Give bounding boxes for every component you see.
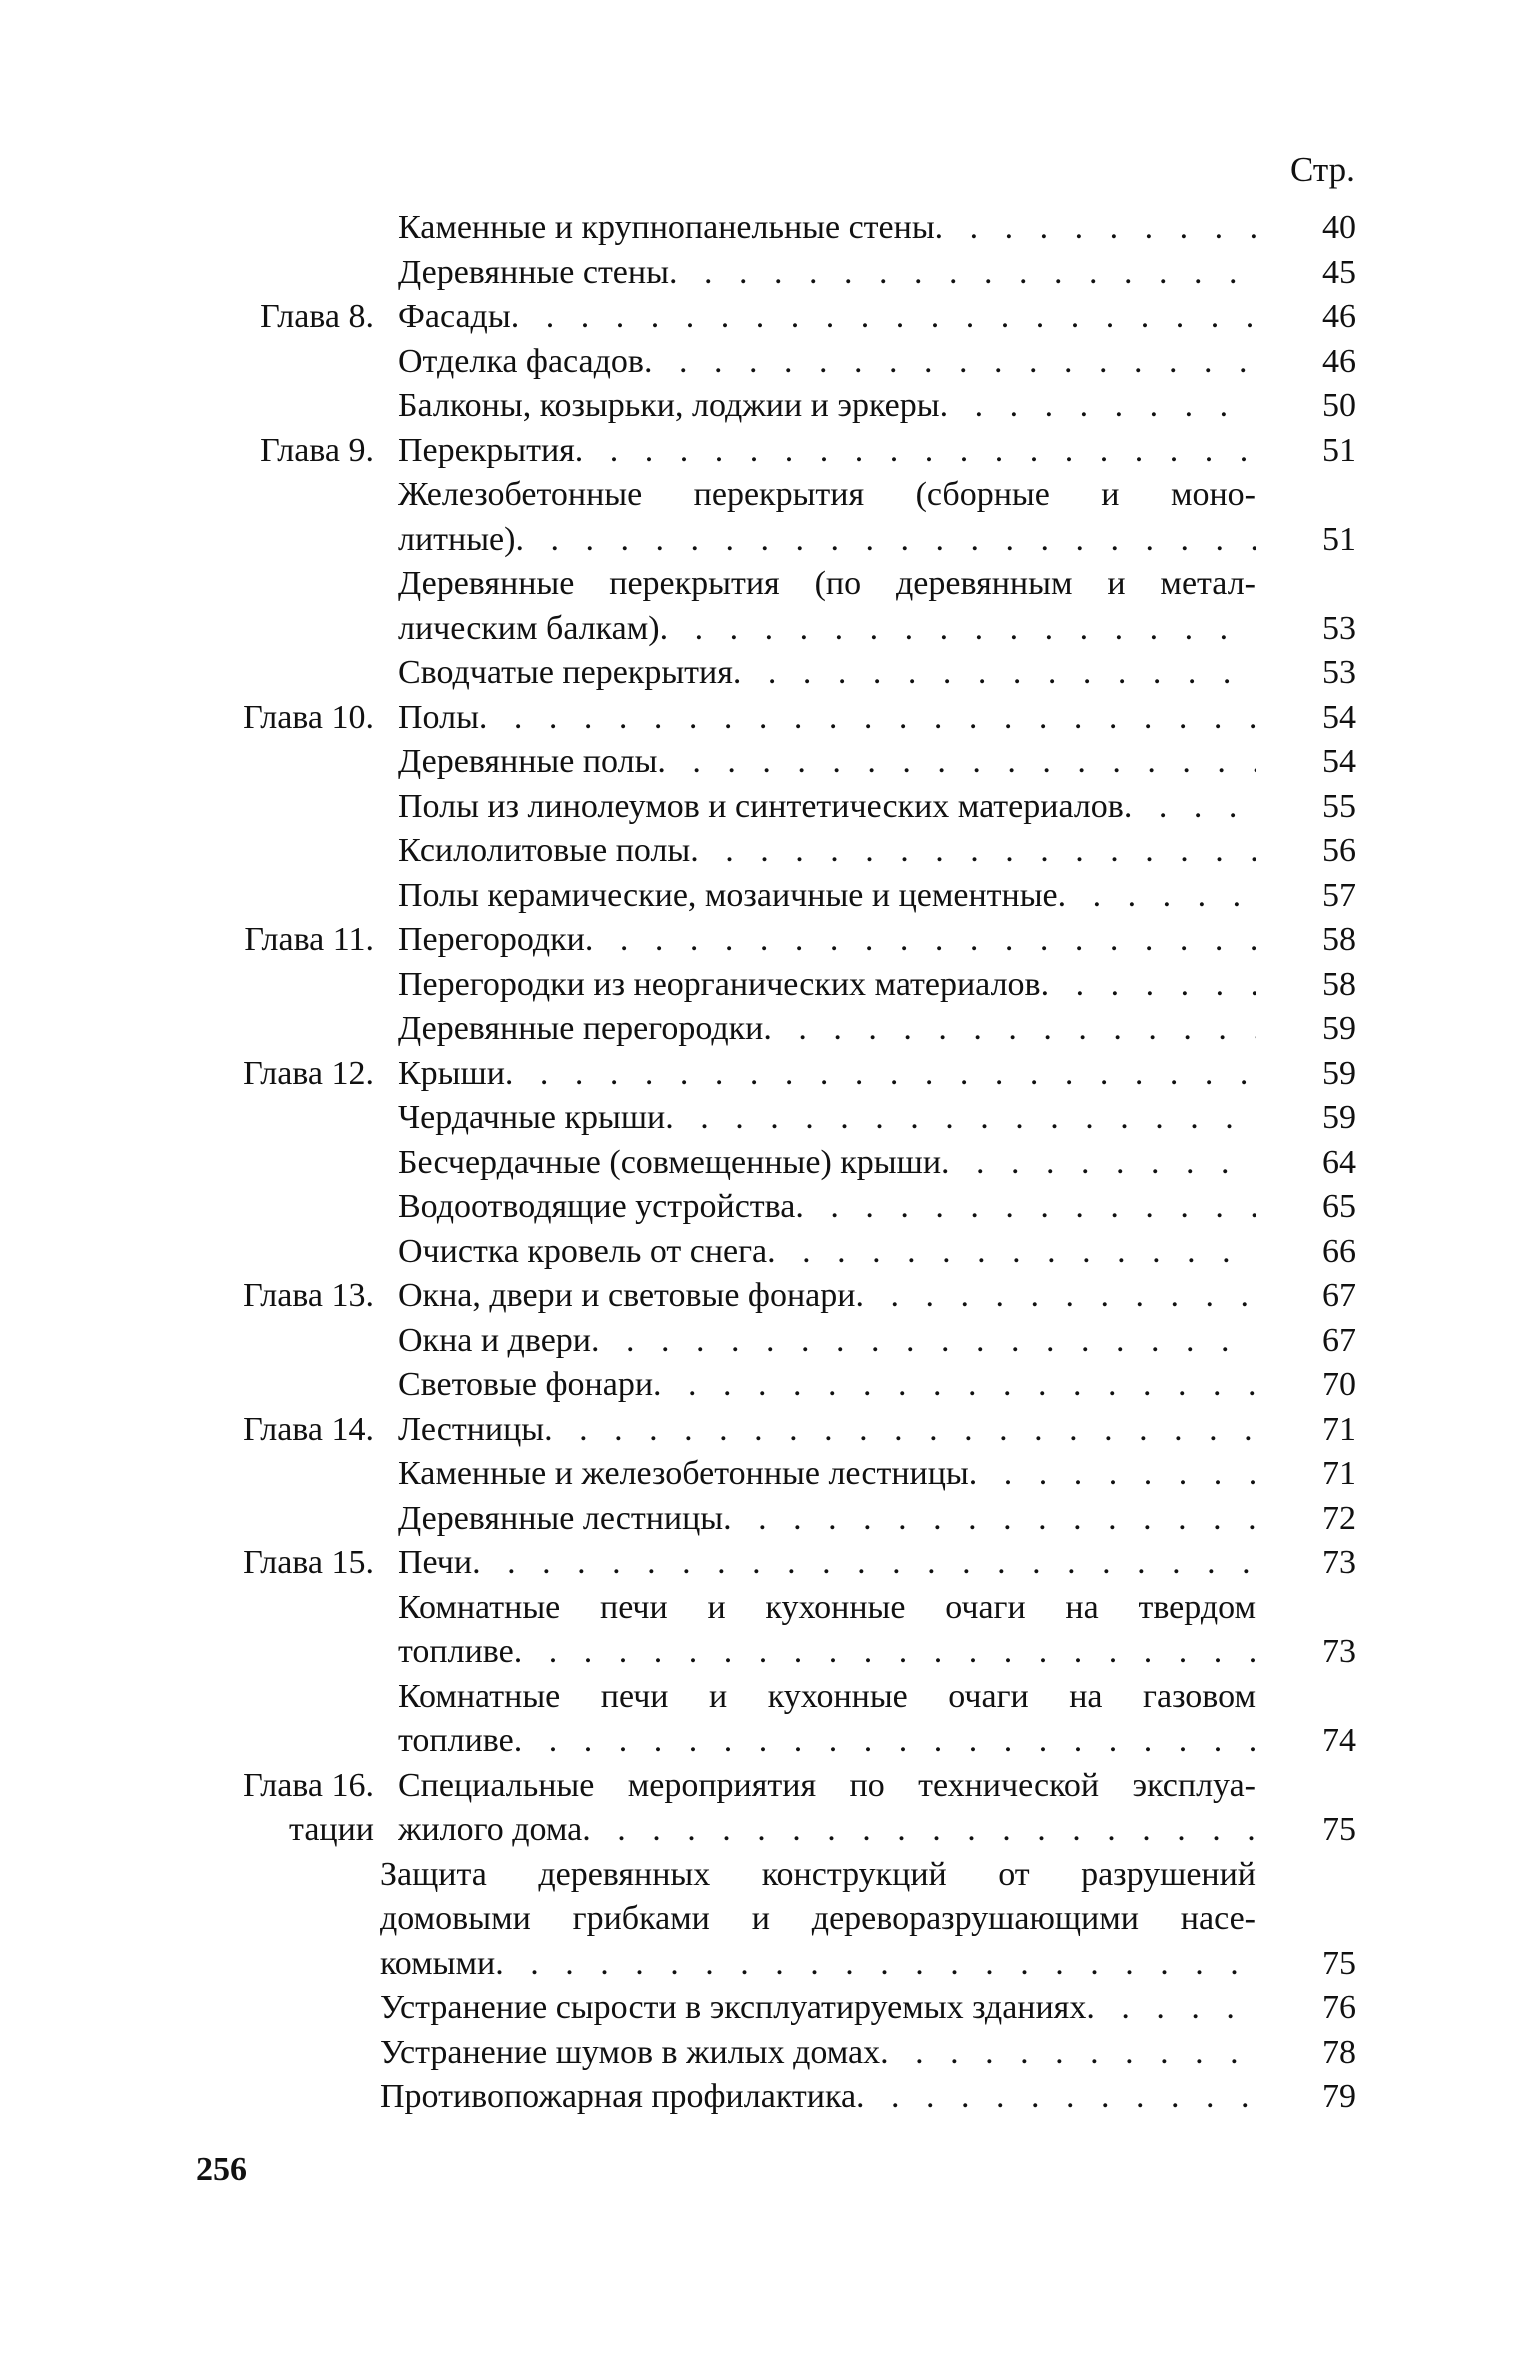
toc-entry	[398, 1630, 1256, 1675]
entry-page-number: 67	[1322, 1321, 1356, 1359]
chapter-label: тации	[289, 1811, 374, 1848]
entry-title: Перегородки	[398, 921, 585, 958]
entry-page-number: 46	[1322, 342, 1356, 380]
toc-row	[196, 1897, 1356, 1942]
toc-entry	[398, 473, 1256, 518]
toc-row	[196, 295, 1356, 340]
entry-title: Водоотводящие устройства	[398, 1188, 796, 1225]
toc-entry	[398, 518, 1256, 563]
toc-entry	[398, 251, 1256, 296]
entry-page-number: 51	[1322, 431, 1356, 469]
toc-entry	[398, 1230, 1256, 1275]
toc-entry	[398, 1141, 1256, 1186]
entry-title: Фасады	[398, 298, 511, 335]
entry-title: Окна и двери	[398, 1321, 591, 1359]
toc-entry	[398, 340, 1256, 385]
entry-title: Противопожарная профилактика	[380, 2078, 857, 2115]
toc-row	[196, 696, 1356, 741]
entry-title: Полы из линолеумов и синтетических материалов	[398, 787, 1124, 825]
toc-entry	[398, 1452, 1256, 1497]
toc-entry	[398, 1052, 1256, 1097]
toc-entry	[380, 1942, 1256, 1987]
chapter-label: Глава 8.	[260, 298, 374, 335]
entry-title: Полы керамические, мозаичные и цементные	[398, 876, 1058, 914]
entry-title: Чердачные крыши	[398, 1099, 666, 1136]
entry-page-number: 58	[1322, 965, 1356, 1003]
entry-title: Световые фонари	[398, 1366, 654, 1403]
toc-row	[196, 1764, 1356, 1809]
toc-row	[196, 1319, 1356, 1364]
entry-page-number: 54	[1322, 698, 1356, 736]
toc-row	[196, 473, 1356, 518]
toc-row	[196, 1630, 1356, 1675]
entry-title: Каменные и крупнопанельные стены	[398, 209, 935, 246]
entry-title: Отделка фасадов	[398, 342, 644, 380]
toc-entry	[380, 2031, 1256, 2076]
toc-entry	[398, 1675, 1256, 1720]
entry-title: Деревянные перегородки	[398, 1010, 764, 1047]
entry-title: Балконы, козырьки, лоджии и эркеры	[398, 387, 940, 424]
page-number: 256	[196, 2151, 247, 2188]
toc-row	[196, 1230, 1356, 1275]
toc-entry	[398, 1185, 1256, 1230]
entry-page-number: 75	[1322, 1811, 1356, 1848]
toc-row	[196, 206, 1356, 251]
toc-entry	[398, 918, 1256, 963]
entry-page-number: 56	[1322, 832, 1356, 869]
entry-page-number: 73	[1322, 1633, 1356, 1670]
entry-page-number: 59	[1322, 1099, 1356, 1136]
toc-row	[196, 384, 1356, 429]
entry-title: Деревянные стены	[398, 253, 669, 291]
entry-page-number: 51	[1322, 520, 1356, 558]
toc-entry	[398, 874, 1256, 919]
entry-page-number: 45	[1322, 253, 1356, 291]
entry-title: Сводчатые перекрытия	[398, 654, 733, 691]
chapter-label: Глава 13.	[243, 1277, 374, 1314]
chapter-label: Глава 12.	[243, 1054, 374, 1092]
toc-row	[196, 429, 1356, 474]
toc-row	[196, 1052, 1356, 1097]
entry-title: Полы	[398, 698, 479, 736]
toc-row	[196, 1274, 1356, 1319]
toc-entry	[398, 785, 1256, 830]
toc-row	[196, 1497, 1356, 1542]
entry-title: Ксилолитовые полы	[398, 832, 691, 869]
entry-page-number: 55	[1322, 787, 1356, 825]
entry-page-number: 74	[1322, 1722, 1356, 1759]
toc-row	[196, 1719, 1356, 1764]
toc-row	[196, 1096, 1356, 1141]
toc-entry	[398, 429, 1256, 474]
entry-page-number: 73	[1322, 1544, 1356, 1581]
entry-title: Специальные мероприятия по технической эксплуа-	[398, 1766, 1256, 1804]
chapter-label: Глава 11.	[244, 921, 374, 958]
entry-title: Лестницы	[398, 1410, 545, 1448]
entry-title: топливе	[398, 1633, 514, 1670]
entry-page-number: 59	[1322, 1054, 1356, 1092]
chapter-label: Глава 16.	[243, 1766, 374, 1804]
toc-entry	[398, 1764, 1256, 1809]
entry-page-number: 70	[1322, 1366, 1356, 1403]
entry-title: Печи	[398, 1544, 473, 1581]
entry-page-number: 46	[1322, 298, 1356, 335]
entry-title: Крыши	[398, 1054, 505, 1092]
entry-title: Комнатные печи и кухонные очаги на газовом	[398, 1677, 1256, 1715]
toc-row	[196, 963, 1356, 1008]
entry-page-number: 67	[1322, 1277, 1356, 1314]
toc-entry	[398, 651, 1256, 696]
entry-title: Бесчердачные (совмещенные) крыши	[398, 1143, 942, 1181]
toc-entry	[380, 1853, 1256, 1898]
toc-entry	[398, 295, 1256, 340]
entry-page-number: 66	[1322, 1232, 1356, 1270]
toc-row	[196, 1942, 1356, 1987]
entry-title: Деревянные лестницы	[398, 1499, 724, 1537]
toc-entry	[398, 1274, 1256, 1319]
toc-row	[196, 340, 1356, 385]
entry-title: домовыми грибками и дереворазрушающими насе-	[380, 1900, 1256, 1937]
entry-title: литные)	[398, 520, 516, 558]
entry-page-number: 54	[1322, 743, 1356, 780]
toc-entry	[398, 696, 1256, 741]
toc-row	[196, 1141, 1356, 1186]
entry-page-number: 76	[1322, 1989, 1356, 2026]
page-column-header: Стр.	[1290, 150, 1355, 189]
entry-page-number: 58	[1322, 921, 1356, 958]
toc-entry	[380, 1897, 1256, 1942]
toc-row	[196, 1986, 1356, 2031]
toc-entry	[380, 1986, 1256, 2031]
entry-page-number: 50	[1322, 387, 1356, 424]
chapter-label: Глава 15.	[243, 1544, 374, 1581]
toc-row	[196, 1007, 1356, 1052]
toc-entry	[398, 1319, 1256, 1364]
toc-row	[196, 740, 1356, 785]
toc-entry	[398, 963, 1256, 1008]
entry-title: Окна, двери и световые фонари	[398, 1277, 856, 1314]
entry-title: Комнатные печи и кухонные очаги на твердом	[398, 1588, 1256, 1626]
entry-title: Перекрытия	[398, 431, 575, 469]
chapter-label: Глава 14.	[243, 1410, 374, 1448]
entry-title: Очистка кровель от снега	[398, 1232, 768, 1270]
entry-title: топливе	[398, 1722, 514, 1759]
toc-row	[196, 1408, 1356, 1453]
toc-row	[196, 2031, 1356, 2076]
toc-entry	[398, 206, 1256, 251]
toc-row	[196, 1586, 1356, 1631]
toc-entry	[398, 740, 1256, 785]
entry-page-number: 53	[1322, 654, 1356, 691]
entry-title: Устранение шумов в жилых домах	[380, 2033, 881, 2071]
toc-row	[196, 518, 1356, 563]
chapter-label: Глава 9.	[260, 431, 374, 469]
toc-entry	[398, 1007, 1256, 1052]
entry-title: Перегородки из неорганических материалов	[398, 965, 1041, 1003]
toc-entry	[398, 1363, 1256, 1408]
entry-page-number: 40	[1322, 209, 1356, 246]
toc-row	[196, 2075, 1356, 2120]
entry-page-number: 64	[1322, 1143, 1356, 1181]
entry-page-number: 79	[1322, 2078, 1356, 2115]
entry-page-number: 71	[1322, 1410, 1356, 1448]
toc-entry	[398, 384, 1256, 429]
toc-row	[196, 1853, 1356, 1898]
table-of-contents	[196, 206, 1356, 2120]
toc-row	[196, 1185, 1356, 1230]
entry-page-number: 59	[1322, 1010, 1356, 1047]
toc-entry	[398, 607, 1256, 652]
toc-row	[196, 562, 1356, 607]
toc-row	[196, 1541, 1356, 1586]
toc-entry	[398, 1541, 1256, 1586]
entry-page-number: 53	[1322, 609, 1356, 647]
toc-row	[196, 918, 1356, 963]
toc-row	[196, 785, 1356, 830]
toc-entry	[398, 1586, 1256, 1631]
toc-entry	[398, 829, 1256, 874]
entry-title: Устранение сырости в эксплуатируемых зданиях	[380, 1989, 1087, 2026]
entry-title: жилого дома	[398, 1811, 583, 1848]
entry-page-number: 57	[1322, 876, 1356, 914]
toc-row	[196, 651, 1356, 696]
entry-page-number: 71	[1322, 1455, 1356, 1492]
entry-page-number: 65	[1322, 1188, 1356, 1225]
toc-entry	[398, 1808, 1256, 1853]
entry-page-number: 75	[1322, 1944, 1356, 1982]
entry-title: Деревянные перекрытия (по деревянным и метал-	[398, 565, 1256, 602]
toc-row	[196, 1363, 1356, 1408]
toc-entry	[398, 1497, 1256, 1542]
entry-page-number: 72	[1322, 1499, 1356, 1537]
entry-title: Деревянные полы	[398, 743, 658, 780]
toc-row	[196, 1675, 1356, 1720]
toc-row	[196, 607, 1356, 652]
toc-entry	[398, 1719, 1256, 1764]
toc-row	[196, 251, 1356, 296]
toc-entry	[398, 1408, 1256, 1453]
toc-entry	[398, 1096, 1256, 1141]
entry-title: комыми	[380, 1944, 496, 1982]
toc-row	[196, 829, 1356, 874]
entry-title: лическим балкам)	[398, 609, 660, 647]
entry-title: Железобетонные перекрытия (сборные и моно-	[398, 476, 1256, 513]
entry-page-number: 78	[1322, 2033, 1356, 2071]
entry-title: Защита деревянных конструкций от разрушений	[380, 1855, 1256, 1893]
toc-row	[196, 1808, 1356, 1853]
toc-entry	[380, 2075, 1256, 2120]
toc-row	[196, 1452, 1356, 1497]
toc-entry	[398, 562, 1256, 607]
toc-row	[196, 874, 1356, 919]
entry-title: Каменные и железобетонные лестницы	[398, 1455, 969, 1492]
chapter-label: Глава 10.	[243, 698, 374, 736]
